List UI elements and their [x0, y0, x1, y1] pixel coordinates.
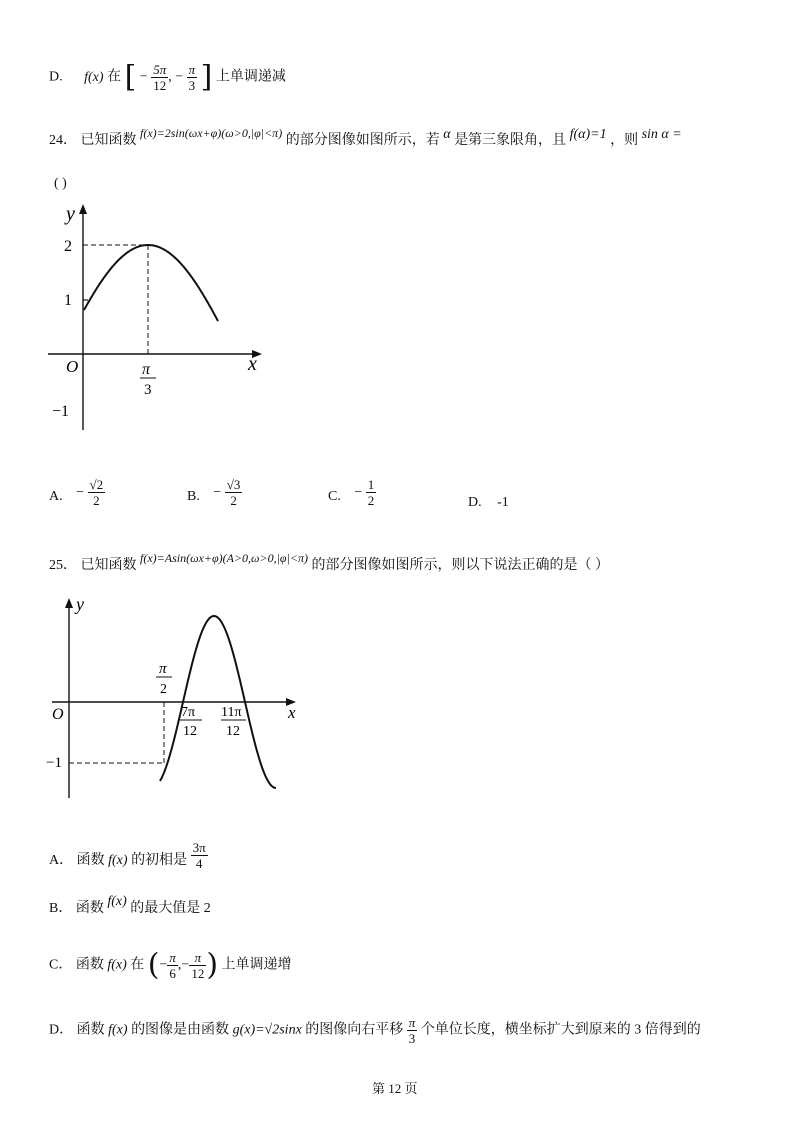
q24-target: sin α =: [641, 127, 682, 142]
q25-option-c: C． 函数 f(x) 在 (− $\frac{\pi}{6}$ ,− $\frac{\pi}{12}$ ) 上单调递增: [49, 947, 292, 983]
q25-option-a-label: A．: [49, 852, 74, 868]
q24-option-d: [468, 494, 509, 512]
q24-option-b-label: B.: [187, 488, 200, 504]
q25-option-b-label: B．: [49, 901, 73, 916]
q25-y-label: y: [76, 594, 84, 614]
q24-xtick-num: π: [142, 361, 151, 378]
q24-option-a: A. − $\frac{√2}{2}$: [49, 477, 104, 508]
q24-func: f(x)=2sin(ωx+φ)(ω>0,|φ|<π): [140, 126, 283, 140]
q24-alpha: α: [443, 127, 451, 142]
q23-option-d: D. f(x) 在 [ − $\frac{5\pi}{12}$ , − $\frac{\pi}{3}$ ] 上单调递减: [49, 59, 286, 95]
q24-option-c: C. − $\frac{1}{2}$: [328, 477, 375, 508]
q24-option-d-label: D.: [468, 495, 482, 510]
q23-interval-a-frac: $\frac{5\pi}{12}$: [153, 62, 167, 93]
q24-y-label: y: [66, 203, 75, 225]
q25-stem-a: 已知函数: [80, 558, 137, 573]
q23-interval-b-frac: $\frac{\pi}{3}$: [188, 62, 196, 93]
q24-option-a-label: A.: [49, 488, 63, 504]
q25-option-d-frac: $\frac{\pi}{3}$: [408, 1015, 416, 1046]
q25-tick-m1: −1: [46, 755, 62, 771]
q25-x-label: x: [288, 703, 296, 722]
q25-func: f(x)=Asin(ωx+φ)(A>0,ω>0,|φ|<π): [140, 551, 308, 565]
q24-option-c-frac: $\frac{1}{2}$: [367, 477, 375, 508]
q23-option-d-in: 在: [107, 69, 122, 85]
q24-option-d-text: -1: [497, 495, 509, 510]
q25-option-d-label: D．: [49, 1022, 74, 1038]
q24-tick-1: 1: [64, 292, 72, 309]
q24-xtick-den: 3: [144, 382, 152, 398]
q23-interval-b-sign: −: [175, 69, 184, 85]
q25-stem: [49, 551, 609, 575]
q24-stem-c: 是第三象限角，且: [454, 133, 567, 148]
q25-option-c-frac-b: $\frac{\pi}{12}$: [191, 950, 205, 981]
q23-option-d-label: D.: [49, 69, 63, 85]
q25-t1-num: π: [159, 661, 167, 677]
q25-t1-den: 2: [160, 682, 167, 697]
q24-option-b: B. − $\frac{√3}{2}$: [187, 477, 241, 508]
page-number: 第 12 页: [372, 1081, 418, 1096]
q25-y-arrow: [65, 598, 73, 608]
q25-t2-num: 7π: [181, 705, 196, 720]
q25-option-b: B． 函数 f(x) 的最大值是 2: [49, 894, 211, 916]
q25-number: 25．: [49, 558, 77, 573]
q24-tick-m1: −1: [52, 403, 70, 420]
q24-stem: [49, 126, 682, 150]
q25-t2-den: 12: [183, 724, 197, 739]
q23-interval-a-sign: −: [139, 69, 148, 85]
q25-option-d: D． 函数 f(x) 的图像是由函数 g(x)=√2sinx 的图像向右平移 $\frac{\pi}{3}$ 个单位长度，横坐标扩大到原来的 3 倍得到的: [49, 1015, 701, 1046]
q24-x-label: x: [248, 353, 257, 375]
q24-paren: ( ): [54, 176, 67, 191]
q25-graph: [40, 590, 320, 805]
q24-y-arrow: [79, 204, 87, 214]
q24-origin-label: O: [66, 357, 79, 376]
q24-option-a-frac: $\frac{√2}{2}$: [89, 477, 104, 508]
q23-option-d-func: f(x): [84, 69, 104, 85]
q24-stem-a: 已知函数: [80, 133, 137, 148]
q25-t3-num: 11π: [221, 705, 242, 720]
q25-option-c-frac-a: $\frac{\pi}{6}$: [169, 950, 176, 981]
q24-option-b-frac: $\frac{√3}{2}$: [226, 477, 241, 508]
q24-option-c-label: C.: [328, 488, 341, 504]
q25-option-a: A． 函数 f(x) 的初相是 $\frac{3\pi}{4}$: [49, 840, 206, 871]
q24-stem-d: ，则: [610, 133, 639, 148]
q24-tick-2: 2: [64, 238, 72, 255]
q24-graph: [40, 198, 280, 438]
q23-option-d-post: 上单调递减: [215, 69, 286, 85]
q25-origin-label: O: [52, 706, 64, 723]
q25-stem-b: 的部分图像如图所示，则以下说法正确的是（ ）: [311, 558, 609, 573]
q24-stem-b: 的部分图像如图所示，若: [285, 133, 440, 148]
q25-option-c-label: C．: [49, 957, 73, 973]
q24-number: 24．: [49, 133, 77, 148]
q24-sine-curve: [84, 245, 218, 321]
q25-t3-den: 12: [226, 724, 240, 739]
q24-cond: f(α)=1: [569, 127, 607, 142]
q25-option-a-frac: $\frac{3\pi}{4}$: [192, 840, 206, 871]
